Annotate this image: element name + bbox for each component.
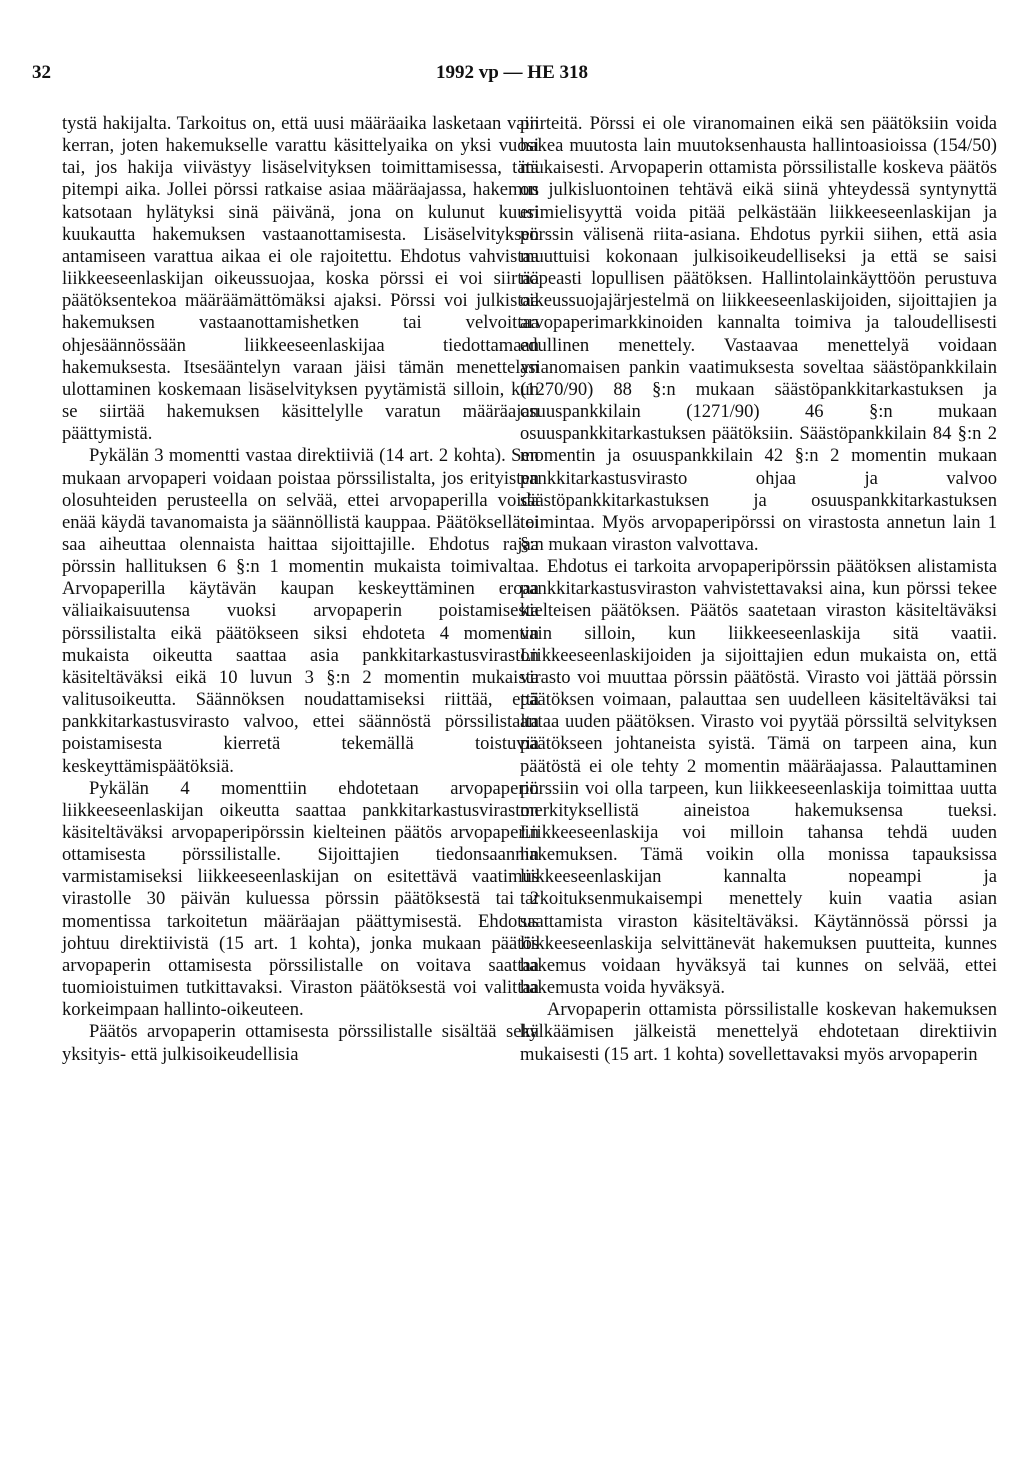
body-paragraph: Ehdotus ei tarkoita arvopaperipörssin päätöksen alistamista pankkitarkastusviraston vahvistettavaksi aina, kun pörssi tekee kielteisen päätöksen. Päätös saatetaan viraston käsiteltäväksi vain silloin, kun liikkeeseenlaskija sitä vaatii. Liikkeeseenlaskijoiden ja sijoittajien edun mukaista on, että virasto voi muuttaa pörssin päätöstä. Virasto voi jättää pörssin päätöksen voimaan, palauttaa sen uudelleen käsiteltäväksi tai antaa uuden päätöksen. Virasto voi pyytää pörssiltä selvityksen päätökseen johtaneista syistä. Tämä on tarpeen aina, kun päätöstä ei ole tehty 2 momentin määräajassa. Palauttaminen pörssiin voi olla tarpeen, kun liikkeeseenlaskija toimittaa uutta merkityksellistä aineistoa hakemuksensa tueksi. Liikkeeseenlaskija voi milloin tahansa tehdä uuden hakemuksen. Tämä voikin olla monissa tapauksissa liikkeeseenlaskijan kannalta nopeampi ja tarkoituksenmukaisempi menettely kuin vaatia asian saattamista viraston käsiteltäväksi. Käytännössä pörssi ja liikkeeseenlaskija selvittänevät hakemuksen puutteita, kunnes hakemus voidaan hyväksyä tai kunnes on selvää, ettei hakemusta voida hyväksyä. — [520, 556, 997, 999]
body-paragraph: tystä hakijalta. Tarkoitus on, että uusi määräaika lasketaan vain kerran, joten hakemukselle varattu käsittelyaika on yksi vuosi tai, jos hakija viivästyy lisäselvityksen toimittamisessa, tätä pitempi aika. Jollei pörssi ratkaise asiaa määräajassa, hakemus katsotaan hylätyksi sinä päivänä, jona on kulunut kuusi kuukautta hakemuksen vastaanottamisesta. Lisäselvityksen antamiseen varattua aikaa ei ole rajoitettu. Ehdotus vahvistaa liikkeeseenlaskijan oikeussuojaa, koska pörssi ei voi siirtää päätöksentekoa määräämättömäksi ajaksi. Pörssi voi julkistaa hakemuksen vastaanottamishetken tai velvoittaa ohjesäännössään liikkeeseenlaskijaa tiedottamaan hakemuksesta. Itsesääntelyn varaan jäisi tämän menettelyn ulottaminen koskemaan lisäselvityksen pyytämistä silloin, kun se siirtää hakemuksen käsittelylle varatun määräajan päättymistä. — [62, 113, 539, 445]
body-paragraph: piirteitä. Pörssi ei ole viranomainen eikä sen päätöksiin voida hakea muutosta lain muutoksenhausta hallintoasioissa (154/50) mukaisesti. Arvopaperin ottamista pörssilistalle koskeva päätös on julkisluontoinen tehtävä eikä siinä yhteydessä syntynyttä erimielisyyttä voida pitää pelkästään liikkeeseenlaskijan ja pörssin välisenä riita-asiana. Ehdotus pyrkii siihen, että asia muuttuisi kokonaan julkisoikeudelliseksi ja että se saisi nopeasti lopullisen päätöksen. Hallintolainkäyttöön perustuva oikeussuojajärjestelmä on liikkeeseenlaskijoiden, sijoittajien ja arvopaperimarkkinoiden kannalta toimiva ja taloudellisesti edullinen menettely. Vastaavaa menettelyä voidaan asianomaisen pankin vaatimuksesta soveltaa säästöpankkilain (1270/90) 88 §:n mukaan säästöpankkitarkastuksen ja osuuspankkilain (1271/90) 46 §:n mukaan osuuspankkitarkastuksen päätöksiin. Säästöpankkilain 84 §:n 2 momentin ja osuuspankkilain 42 §:n 2 momentin mukaan pankkitarkastusvirasto ohjaa ja valvoo säästöpankkitarkastuksen ja osuuspankkitarkastuksen toimintaa. Myös arvopaperipörssi on virastosta annetun lain 1 §:n mukaan viraston valvottava. — [520, 113, 997, 555]
body-paragraph: Arvopaperin ottamista pörssilistalle koskevan hakemuksen hylkäämisen jälkeistä menettelyä ehdotetaan direktiivin mukaisesti (15 art. 1 kohta) sovellettavaksi myös arvopaperin — [520, 999, 997, 1065]
left-column — [62, 113, 539, 1066]
page-header — [32, 62, 992, 86]
body-paragraph: Pykälän 3 momentti vastaa direktiiviä (14 art. 2 kohta). Sen mukaan arvopaperi voidaan poistaa pörssilistalta, jos erityisten olosuhteiden perusteella on selvää, ettei arvopaperilla voida enää käydä tavanomaista ja säännöllistä kauppaa. Päätöksellä ei saa aiheuttaa olennaista haittaa sijoittajille. Ehdotus rajaa pörssin hallituksen 6 §:n 1 momentin mukaista toimivaltaa. Arvopaperilla käytävän kaupan keskeyttäminen eroaa väliaikaisuutensa vuoksi arvopaperin poistamisesta pörssilistalta eikä päätökseen siksi ehdoteta 4 momentin mukaista oikeutta saattaa asia pankkitarkastusviraston käsiteltäväksi eikä 10 luvun 3 §:n 2 momentin mukaista valitusoikeutta. Säännöksen noudattamiseksi riittää, että pankkitarkastusvirasto valvoo, ettei säännöstä pörssilistalta poistamisesta kierretä tekemällä toistuvia keskeyttämispäätöksiä. — [62, 445, 539, 777]
body-paragraph: Päätös arvopaperin ottamisesta pörssilistalle sisältää sekä yksityis- että julkisoikeudellisia — [62, 1021, 539, 1065]
page-number: 32 — [32, 62, 51, 83]
right-column — [520, 113, 997, 1066]
body-paragraph: Pykälän 4 momenttiin ehdotetaan arvopaperin liikkeeseenlaskijan oikeutta saattaa pankkitarkastusviraston käsiteltäväksi arvopaperipörssin kielteinen päätös arvopaperin ottamisesta pörssilistalle. Sijoittajien tiedonsaannin varmistamiseksi liikkeeseenlaskijan on esitettävä vaatimus virastolle 30 päivän kuluessa pörssin päätöksestä tai 2 momentissa tarkoitetun määräajan päättymisestä. Ehdotus johtuu direktiivistä (15 art. 1 kohta), jonka mukaan päätös arvopaperin ottamisesta pörssilistalle on voitava saattaa tuomioistuimen tutkittavaksi. Viraston päätöksestä voi valittaa korkeimpaan hallinto-oikeuteen. — [62, 777, 539, 1021]
running-head: 1992 vp — HE 318 — [435, 62, 589, 83]
